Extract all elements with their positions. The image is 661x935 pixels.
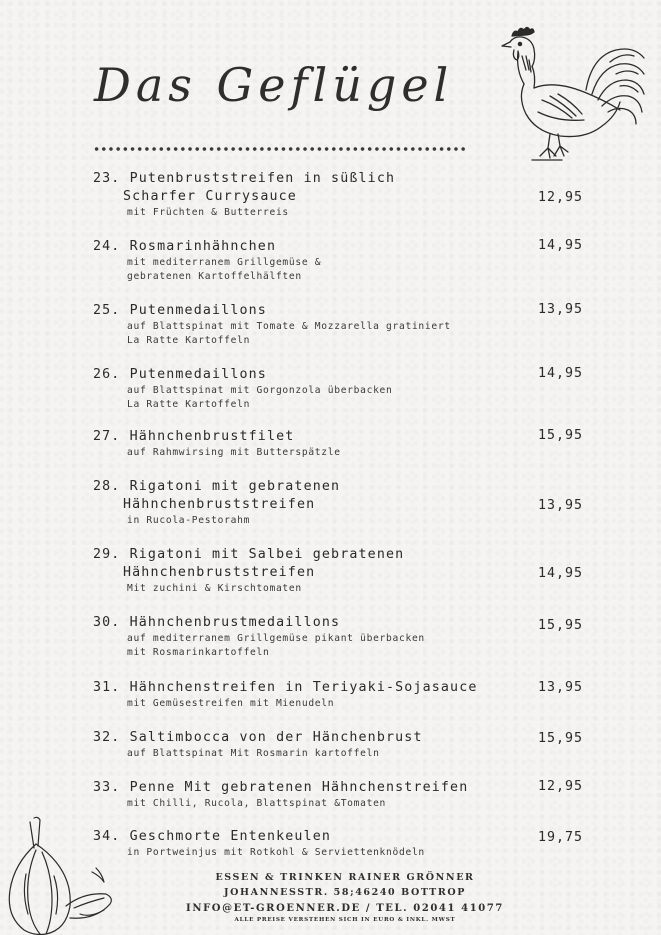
item-price: 19,75 (538, 830, 584, 845)
item-description: auf Rahmwirsing mit Butterspätzle (127, 447, 341, 458)
menu-item-24 (93, 238, 593, 284)
item-description: mit Gemüsestreifen mit Mienudeln (127, 698, 335, 709)
item-name: 26. Putenmedaillons (93, 367, 267, 382)
footer-contact: INFO@ET-GROENNER.DE / TEL. 02041 41077 (186, 903, 504, 914)
item-name: 31. Hähnchenstreifen in Teriyaki-Sojasauce (93, 680, 478, 695)
item-name-continued: Hähnchenbruststreifen (123, 565, 316, 580)
menu-item-34 (93, 828, 593, 860)
item-description-continued: gebratenen Kartoffelhälften (127, 271, 302, 282)
item-price: 14,95 (538, 238, 584, 253)
menu-item-23 (93, 170, 593, 220)
menu-item-29 (93, 546, 593, 596)
menu-item-27 (93, 428, 593, 460)
item-price: 13,95 (538, 302, 584, 317)
item-name: 32. Saltimbocca von der Hänchenbrust (93, 730, 423, 745)
item-description: auf Blattspinat mit Gorgonzola überbacken (127, 385, 393, 396)
menu-item-30 (93, 614, 593, 660)
page-title: Das Geflügel (94, 58, 454, 112)
menu-item-26 (93, 366, 593, 412)
item-description: mit mediterranem Grillgemüse & (127, 257, 322, 268)
item-description: auf Blattspinat Mit Rosmarin kartoffeln (127, 748, 380, 759)
menu-item-28 (93, 478, 593, 528)
item-name: 28. Rigatoni mit gebratenen (93, 479, 341, 494)
item-description: Mit zuchini & Kirschtomaten (127, 583, 302, 594)
item-price: 15,95 (538, 731, 584, 746)
item-price: 15,95 (538, 428, 584, 443)
menu-item-32 (93, 729, 593, 761)
footer-business-name: ESSEN & TRINKEN RAINER GRÖNNER (215, 872, 475, 883)
rooster-icon (498, 22, 648, 168)
item-price: 15,95 (538, 618, 584, 633)
item-name: 29. Rigatoni mit Salbei gebratenen (93, 547, 405, 562)
item-price: 13,95 (538, 680, 584, 695)
item-name-continued: Scharfer Currysauce (123, 189, 297, 204)
item-name-continued: Hähnchenbruststreifen (123, 497, 316, 512)
menu-item-31 (93, 679, 593, 711)
item-price: 13,95 (538, 498, 584, 513)
item-name: 24. Rosmarinhähnchen (93, 239, 277, 254)
item-description: auf Blattspinat mit Tomate & Mozzarella gratiniert (127, 321, 451, 332)
item-price: 12,95 (538, 779, 584, 794)
item-name: 34. Geschmorte Entenkeulen (93, 829, 332, 844)
item-description: in Portweinjus mit Rotkohl & Serviettenknödeln (127, 847, 425, 858)
item-description: mit Früchten & Butterreis (127, 207, 289, 218)
item-name: 23. Putenbruststreifen in süßlich (93, 171, 396, 186)
item-description: in Rucola-Pestorahm (127, 515, 251, 526)
item-name: 30. Hähnchenbrustmedaillons (93, 615, 341, 630)
footer-price-note: ALLE PREISE VERSTEHEN SICH IN EURO & INKL. MWST (234, 917, 456, 923)
item-price: 12,95 (538, 190, 584, 205)
menu-item-25 (93, 302, 593, 348)
item-name: 25. Putenmedaillons (93, 303, 267, 318)
item-description-continued: mit Rosmarinkartoffeln (127, 647, 270, 658)
item-name: 27. Hähnchenbrustfilet (93, 429, 295, 444)
item-price: 14,95 (538, 366, 584, 381)
item-description-continued: La Ratte Kartoffeln (127, 335, 251, 346)
item-description: auf mediterranem Grillgemüse pikant überbacken (127, 633, 425, 644)
menu-item-33 (93, 779, 593, 811)
item-name: 33. Penne Mit gebratenen Hähnchenstreifen (93, 780, 469, 795)
dotted-divider (93, 146, 465, 152)
item-price: 14,95 (538, 566, 584, 581)
item-description: mit Chilli, Rucola, Blattspinat &Tomaten (127, 798, 387, 809)
footer-address: JOHANNESSTR. 58;46240 BOTTROP (224, 887, 466, 898)
item-description-continued: La Ratte Kartoffeln (127, 399, 251, 410)
